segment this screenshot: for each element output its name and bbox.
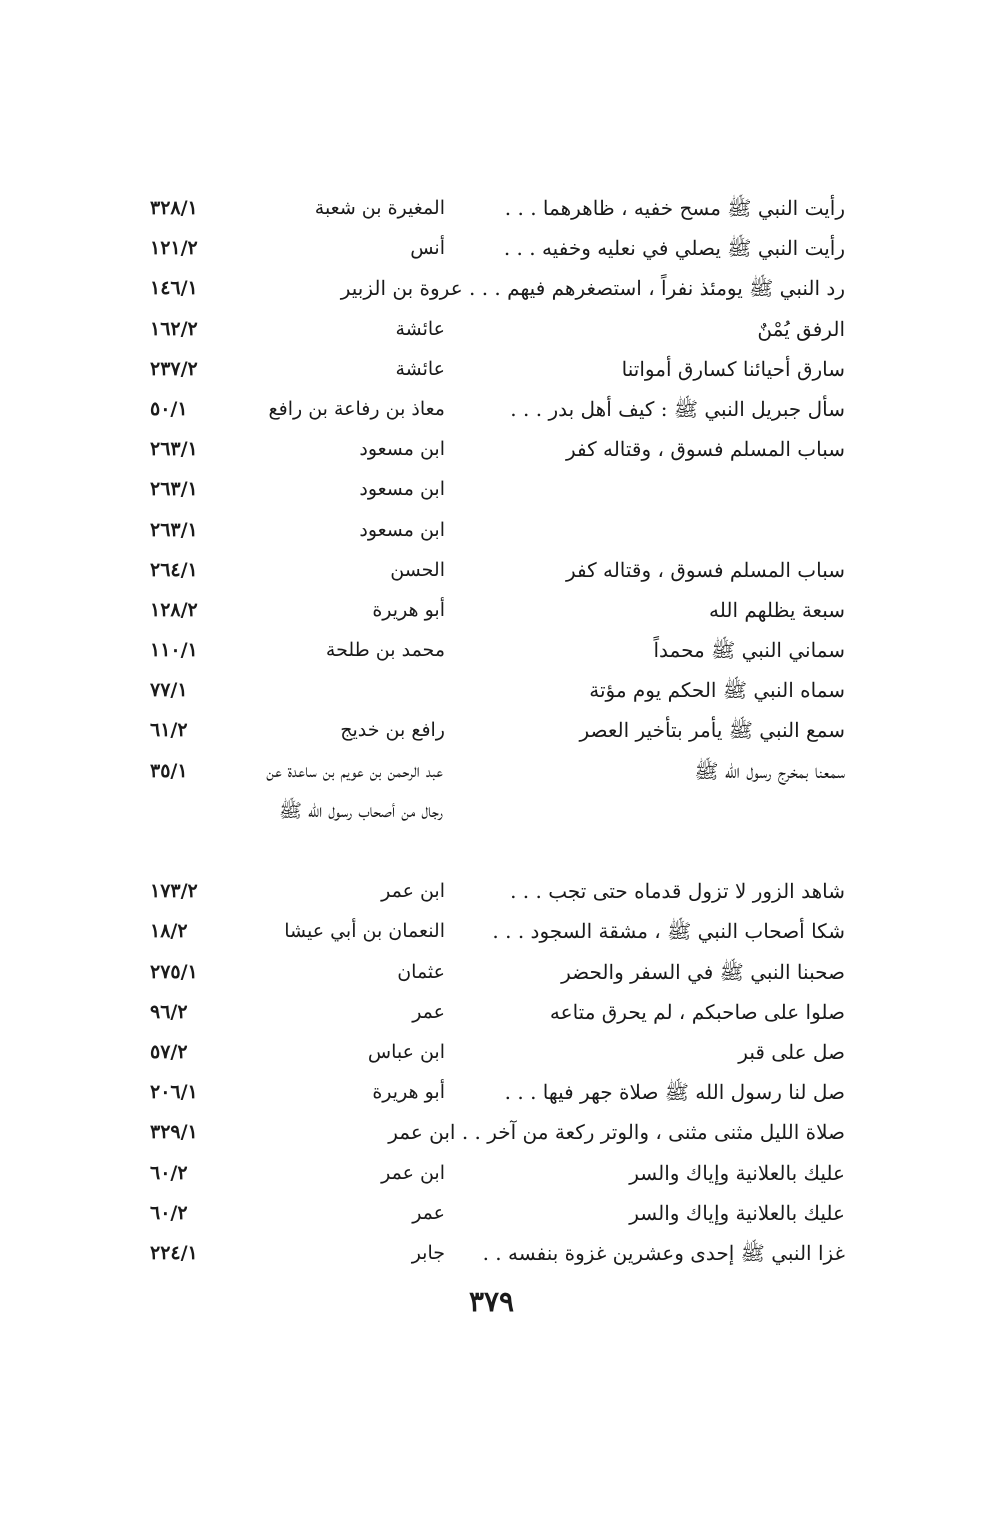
narrator-name: المغيرة بن شعبة — [314, 197, 445, 219]
index-row — [150, 1153, 845, 1193]
narrator-name: ابن مسعود — [359, 478, 445, 501]
volume-page-ref: ٥٠/١ — [150, 397, 188, 420]
narrator-name: أبو هريرة — [372, 598, 445, 621]
index-row — [150, 510, 845, 550]
index-row — [150, 670, 845, 710]
volume-page-ref: ٢٦٣/١ — [150, 438, 198, 461]
index-row — [150, 309, 845, 349]
index-row — [150, 1112, 845, 1152]
hadith-text: سمع النبي ﷺ يأمر بتأخير العصر — [579, 718, 845, 743]
volume-page-ref: ١١٠/١ — [150, 639, 198, 662]
volume-page-ref: ٢٦٣/١ — [150, 478, 198, 501]
index-row — [150, 590, 845, 630]
hadith-text: غزا النبي ﷺ إحدى وعشرين غزوة بنفسه . . — [482, 1240, 845, 1265]
narrator-name: معاذ بن رفاعة بن رافع — [268, 397, 445, 420]
index-row — [150, 268, 845, 308]
narrator-name: ابن مسعود — [359, 438, 445, 461]
narrator-name: جابر — [411, 1241, 445, 1264]
volume-page-ref: ٣٥/١ — [150, 759, 188, 782]
hadith-text: رد النبي ﷺ يومئذ نفراً ، استصغرهم فيهم . . . عروة بن الزبير — [340, 276, 845, 301]
hadith-text: سباب المسلم فسوق ، وقتاله كفر — [565, 437, 845, 462]
hadith-text: سباب المسلم فسوق ، وقتاله كفر — [565, 557, 845, 582]
hadith-text: صحبنا النبي ﷺ في السفر والحضر — [561, 959, 845, 984]
volume-page-ref: ٦١/٢ — [150, 719, 188, 742]
hadith-text: الرفق يُمْنٌ — [757, 316, 845, 341]
hadith-text: سأل جبريل النبي ﷺ : كيف أهل بدر . . . — [510, 396, 845, 421]
index-row — [150, 911, 845, 951]
volume-page-ref: ٧٧/١ — [150, 679, 188, 702]
narrator-name: ابن عمر — [381, 1161, 445, 1184]
volume-page-ref: ١٤٦/١ — [150, 277, 198, 300]
index-row — [150, 1032, 845, 1072]
narrator-name: النعمان بن أبي عيشا — [284, 920, 445, 943]
volume-page-ref: ١٧٣/٢ — [150, 880, 198, 903]
narrator-name: الحسن — [390, 558, 445, 581]
index-row — [150, 228, 845, 268]
hadith-text: صل لنا رسول الله ﷺ صلاة جهر فيها . . . — [504, 1080, 845, 1105]
narrator-name: عائشة — [395, 357, 445, 380]
narrator-name: عبد الرحمن بن عويم بن ساعدة عن رجال من أصحاب رسول الله ﷺ — [266, 759, 443, 822]
volume-page-ref: ٣٢٩/١ — [150, 1121, 198, 1144]
narrator-name: رافع بن خديج — [340, 719, 445, 742]
hadith-text: رأيت النبي ﷺ مسح خفيه ، ظاهرهما . . . — [504, 196, 845, 220]
hadith-text: شكا أصحاب النبي ﷺ ، مشقة السجود . . . — [492, 919, 845, 944]
hadith-text: سماه النبي ﷺ الحكم يوم مؤتة — [589, 678, 845, 703]
index-row — [150, 550, 845, 590]
volume-page-ref: ١٨/٢ — [150, 920, 188, 943]
narrator-name: أبو هريرة — [372, 1081, 445, 1104]
page-number: ٣٧٩ — [468, 1285, 515, 1318]
index-row — [150, 992, 845, 1032]
hadith-text: شاهد الزور لا تزول قدماه حتى تجب . . . — [510, 879, 845, 904]
hadith-text: عليك بالعلانية وإياك والسر — [629, 1160, 845, 1185]
index-row — [150, 429, 845, 469]
hadith-text: سبعة يظلهم الله — [709, 597, 845, 622]
hadith-text: صلاة الليل مثنى مثنى ، والوتر ركعة من آخر . . ابن عمر — [388, 1120, 845, 1145]
hadith-text: سماني النبي ﷺ محمداً — [653, 638, 845, 663]
hadith-text: صلوا على صاحبكم ، لم يحرق متاعه — [549, 999, 845, 1024]
index-row — [150, 389, 845, 429]
hadith-text: صل على قبر — [738, 1039, 845, 1064]
narrator-name: ابن مسعود — [359, 518, 445, 541]
hadith-index-list — [150, 188, 845, 1273]
volume-page-ref: ١٢٨/٢ — [150, 598, 198, 621]
narrator-name: عثمان — [397, 960, 445, 983]
volume-page-ref: ٦٠/٢ — [150, 1161, 188, 1184]
index-row — [150, 710, 845, 750]
narrator-name: أنس — [410, 237, 445, 260]
index-row — [150, 952, 845, 992]
index-row — [150, 1193, 845, 1233]
volume-page-ref: ٢٦٤/١ — [150, 558, 198, 581]
volume-page-ref: ٣٢٨/١ — [150, 197, 198, 219]
volume-page-ref: ٦٠/٢ — [150, 1201, 188, 1224]
index-row — [150, 871, 845, 911]
narrator-name: ابن عمر — [381, 880, 445, 903]
hadith-text: رأيت النبي ﷺ يصلي في نعليه وخفيه . . . — [503, 236, 845, 261]
narrator-name: ابن عباس — [367, 1040, 445, 1063]
index-row — [150, 188, 845, 228]
index-row — [150, 630, 845, 670]
index-row — [150, 1072, 845, 1112]
volume-page-ref: ٢٣٧/٢ — [150, 357, 198, 380]
volume-page-ref: ٢٧٥/١ — [150, 960, 198, 983]
volume-page-ref: ٢٢٤/١ — [150, 1241, 198, 1264]
index-row — [150, 751, 845, 872]
hadith-text: عليك بالعلانية وإياك والسر — [629, 1200, 845, 1225]
narrator-name: عمر — [412, 1201, 445, 1224]
volume-page-ref: ٥٧/٢ — [150, 1040, 188, 1063]
volume-page-ref: ٢٦٣/١ — [150, 518, 198, 541]
narrator-name: عائشة — [395, 317, 445, 340]
narrator-name: عمر — [412, 1000, 445, 1023]
index-row — [150, 469, 845, 509]
volume-page-ref: ١٦٢/٢ — [150, 317, 198, 340]
volume-page-ref: ١٢١/٢ — [150, 237, 198, 260]
hadith-text: سمعنا بمخرج رسول الله ﷺ — [694, 758, 845, 783]
hadith-text: سارق أحيائنا كسارق أمواتنا — [621, 356, 845, 381]
index-row — [150, 1233, 845, 1273]
volume-page-ref: ٢٠٦/١ — [150, 1081, 198, 1104]
narrator-name: محمد بن طلحة — [325, 639, 445, 662]
volume-page-ref: ٩٦/٢ — [150, 1000, 188, 1023]
index-row — [150, 349, 845, 389]
